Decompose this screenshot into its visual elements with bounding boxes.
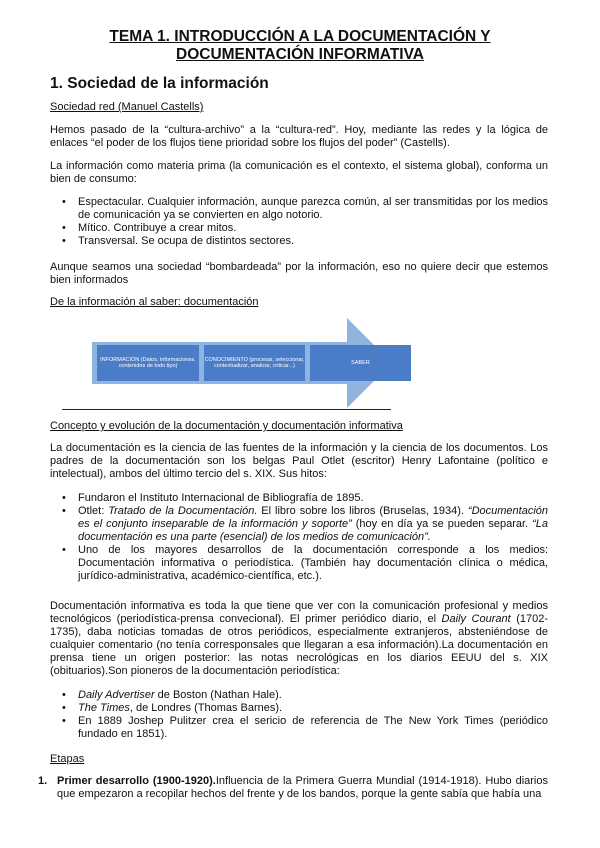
etapa-text: Influencia de la Primera Guerra Mundial (1914-1918). Hubo diarios que empezaron a recopilar hechos del frente y de los bandos, porque la gente sabía que había una	[57, 775, 548, 800]
list-pioneros	[50, 689, 548, 741]
hito-otlet-quote2: “La documentación es una parte (esencial) de los medios de comunicación”.	[78, 518, 548, 543]
etapa-primer-desarrollo	[57, 775, 548, 801]
daily-courant: Daily Courant	[441, 613, 511, 625]
hito-otlet-quote: “Documentación es el conjunto inseparable de la información y soporte”	[78, 505, 549, 530]
list-item	[50, 702, 548, 715]
doc-informativa-text-b: (1702-1735), daba noticias tomadas de otros periódicos, especialmente extranjeros, absteniéndose de cualquier comentario (no tenía corresponsales que llegaran a esa información).La documentación en prensa tiene un origen posterior: las notas necrológicas en los diarios EEUU del s. XIX (obituarios).Son pioneros de la documentación periodística:	[50, 613, 549, 677]
diagram-step-conocimiento-label: CONOCIMIENTO (procesar, seleccionar, contextualizar, analizar, criticar...)	[204, 356, 305, 369]
diagram-step-informacion-label: INFORMACIÓN (Datos, informaciones, contenidos de todo tipo)	[100, 356, 196, 369]
list-item: • Uno de los mayores desarrollos de la documentación corresponde a los medios: Documentación informativa o periodística. (También hay documentación clínica o médica, jurídico-administrativa, académico-científica, etc.).	[50, 544, 548, 583]
pionero-italic: Daily Advertiser	[78, 689, 155, 701]
paragraph-bombardeada: Aunque seamos una sociedad “bombardeada” por la información, eso no quiere decir que estemos bien informados	[50, 261, 548, 286]
paragraph-documentacion-ciencia: La documentación es la ciencia de las fuentes de la información y la ciencia de los documentos. Los padres de la documentación son los belgas Paul Otlet (escritor) Henry Lafontaine (político e intelectual), ambos del último tercio del s. XIX. Sus hitos:	[50, 442, 548, 480]
section-heading-sociedad: 1. Sociedad de la información	[50, 75, 269, 92]
list-item: • Transversal. Se ocupa de distintos sectores.	[50, 235, 548, 248]
doc-informativa-text-a: Documentación informativa es toda la que tiene que ver con la comunicación profesional y medios tecnológicos (periodística-prensa convecional). El primer periódico diario, el	[50, 600, 548, 625]
paragraph-castells: Hemos pasado de la “cultura-archivo” a la “cultura-red”. Hoy, mediante las redes y la lógica de enlaces “el poder de los flujos tiene prioridad sobre los flujos del poder” (Castells).	[50, 124, 548, 149]
hito-otlet-label: Otlet:	[78, 505, 109, 517]
subheading-etapas: Etapas	[50, 753, 85, 765]
document-title	[40, 28, 560, 64]
title-line-2: DOCUMENTACIÓN INFORMATIVA	[176, 46, 424, 63]
pionero-text: de Boston (Nathan Hale).	[154, 689, 282, 701]
list-item: • Fundaron el Instituto Internacional de Bibliografía de 1895.	[50, 492, 548, 505]
etapa-title: Primer desarrollo (1900-1920).	[57, 775, 216, 787]
subheading-concepto-evolucion: Concepto y evolución de la documentación y documentación informativa	[50, 420, 403, 432]
list-item	[50, 715, 548, 741]
diagram-step-saber-label: SABER	[351, 359, 370, 366]
list-item: • Espectacular. Cualquier información, aunque parezca común, al ser transmitidas por los medios de comunicación ya se convierten en algo notorio.	[50, 196, 548, 222]
list-bien-consumo	[50, 196, 548, 248]
pionero-italic: The Times	[78, 702, 130, 714]
list-item: • Mítico. Contribuye a crear mitos.	[50, 222, 548, 235]
pionero-text: En 1889 Joshep Pulitzer crea el sericio de referencia de The New York Times (periódico fundado en 1851).	[78, 715, 548, 740]
subheading-sociedad-red: Sociedad red (Manuel Castells)	[50, 101, 204, 113]
hito-otlet-book2: El libro sobre los libros (Bruselas, 1934).	[257, 505, 468, 517]
pionero-text: , de Londres (Thomas Barnes).	[129, 702, 283, 714]
etapa-number: 1.	[38, 775, 48, 787]
hito-otlet-book: Tratado de la Documentación.	[108, 505, 258, 517]
diagram-step-saber	[310, 345, 411, 381]
subheading-informacion-saber: De la información al saber: documentación	[50, 296, 259, 308]
diagram-step-informacion	[97, 345, 199, 381]
list-item	[50, 689, 548, 702]
hito-otlet-note: (hoy en día ya se pueden separar.	[351, 518, 533, 530]
title-line-1: TEMA 1. INTRODUCCIÓN A LA DOCUMENTACIÓN Y	[109, 28, 491, 45]
diagram-divider	[62, 409, 391, 410]
list-hitos	[50, 492, 548, 583]
diagram-step-conocimiento	[204, 345, 305, 381]
paragraph-documentacion-informativa	[50, 600, 548, 678]
list-item	[50, 505, 548, 544]
paragraph-materia-prima: La información como materia prima (la comunicación es el contexto, el sistema global), conforma un bien de consumo:	[50, 160, 548, 185]
